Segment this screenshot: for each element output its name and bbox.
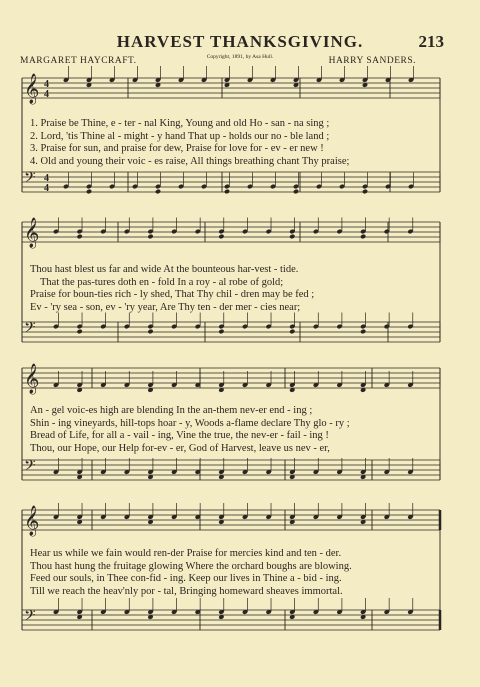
lyric-line: Ev - 'ry sea - son, ev - 'ry year, Are Thy ten - der mer - cies near;: [30, 302, 301, 314]
lyric-line: Bread of Life, for all a - vail - ing, Vine the true, the nev-er - fail - ing !: [30, 430, 329, 442]
lyrics-block-3: [30, 405, 445, 456]
lyrics-block-4: [30, 548, 445, 599]
notehead: [289, 329, 295, 335]
lyric-line: Hear us while we fain would ren-der Praise for mercies kind and ten - der.: [30, 548, 342, 559]
lyric-line: Thou hast hung the fruitage glowing Where the orchard boughs are blowing.: [30, 560, 352, 572]
notehead: [147, 234, 153, 240]
notehead: [360, 234, 366, 240]
lyricist-credit: MARGARET HAYCRAFT.: [20, 56, 137, 66]
notehead: [224, 189, 230, 195]
lyric-line: 1. Praise be Thine, e - ter - nal King, Young and old Ho - san - na sing ;: [30, 118, 330, 129]
composer-credit: HARRY SANDERS.: [328, 56, 416, 66]
lyric-line: Thou, our Hope, our Help for-ev - er, God of Harvest, leave us nev - er,: [30, 443, 330, 455]
bass-clef-icon: 𝄢: [24, 319, 36, 340]
lyric-line: 4. Old and young their voic - es raise, All things breathing chant Thy praise;: [30, 156, 350, 168]
lyric-line: An - gel voic-es high are blending In the an-them nev-er end - ing ;: [30, 405, 313, 416]
lyric-line: Shin - ing vineyards, hill-tops hoar - y, Woods a-flame declare Thy glo - ry ;: [30, 417, 350, 429]
time-signature-bottom: 4: [44, 89, 49, 100]
lyric-line: That the pas-tures doth en - fold In a roy - al robe of gold;: [40, 276, 284, 288]
lyrics-block-2: [30, 264, 445, 315]
notehead: [289, 234, 295, 240]
bass-clef-icon: 𝄢: [24, 457, 36, 478]
lyric-line: Feed our souls, in Thee con-fid - ing. Keep our lives in Thine a - bid - ing.: [30, 573, 342, 585]
treble-clef-icon: 𝄞: [24, 364, 40, 394]
hymn-title: HARVEST THANKSGIVING.: [116, 32, 364, 51]
lyric-line: 2. Lord, 'tis Thine al - might - y hand That up - holds our no - ble land ;: [30, 130, 330, 142]
page-number: 213: [418, 32, 444, 51]
lyric-line: Praise for boun-ties rich - ly shed, That Thy chil - dren may be fed ;: [30, 289, 315, 301]
time-signature-top: 4: [44, 173, 49, 184]
notehead: [147, 329, 153, 335]
bass-clef-icon: 𝄢: [24, 607, 36, 628]
notehead: [86, 189, 92, 195]
lyric-line: 3. Praise for sun, and praise for dew, Praise for love for - ev - er new !: [30, 143, 324, 155]
bass-clef-icon: 𝄢: [24, 169, 36, 190]
notehead: [218, 329, 224, 335]
time-signature-top: 4: [44, 79, 49, 90]
notehead: [293, 189, 299, 195]
lyric-line: Till we reach the heav'nly por - tal, Bringing homeward sheaves immortal.: [30, 586, 343, 598]
time-signature-bottom: 4: [44, 183, 49, 194]
notehead: [218, 234, 224, 240]
lyrics-block-1: [30, 118, 445, 169]
notehead: [362, 189, 368, 195]
treble-clef-icon: 𝄞: [24, 74, 40, 104]
treble-clef-icon: 𝄞: [24, 506, 40, 536]
treble-clef-icon: 𝄞: [24, 218, 40, 248]
notehead: [76, 329, 82, 335]
notehead: [76, 234, 82, 240]
copyright-notice: Copyright, 1891, by Asa Hull.: [206, 54, 274, 60]
notehead: [360, 329, 366, 335]
lyric-line: Thou hast blest us far and wide At the bounteous har-vest - tide.: [30, 264, 299, 275]
notehead: [155, 189, 161, 195]
